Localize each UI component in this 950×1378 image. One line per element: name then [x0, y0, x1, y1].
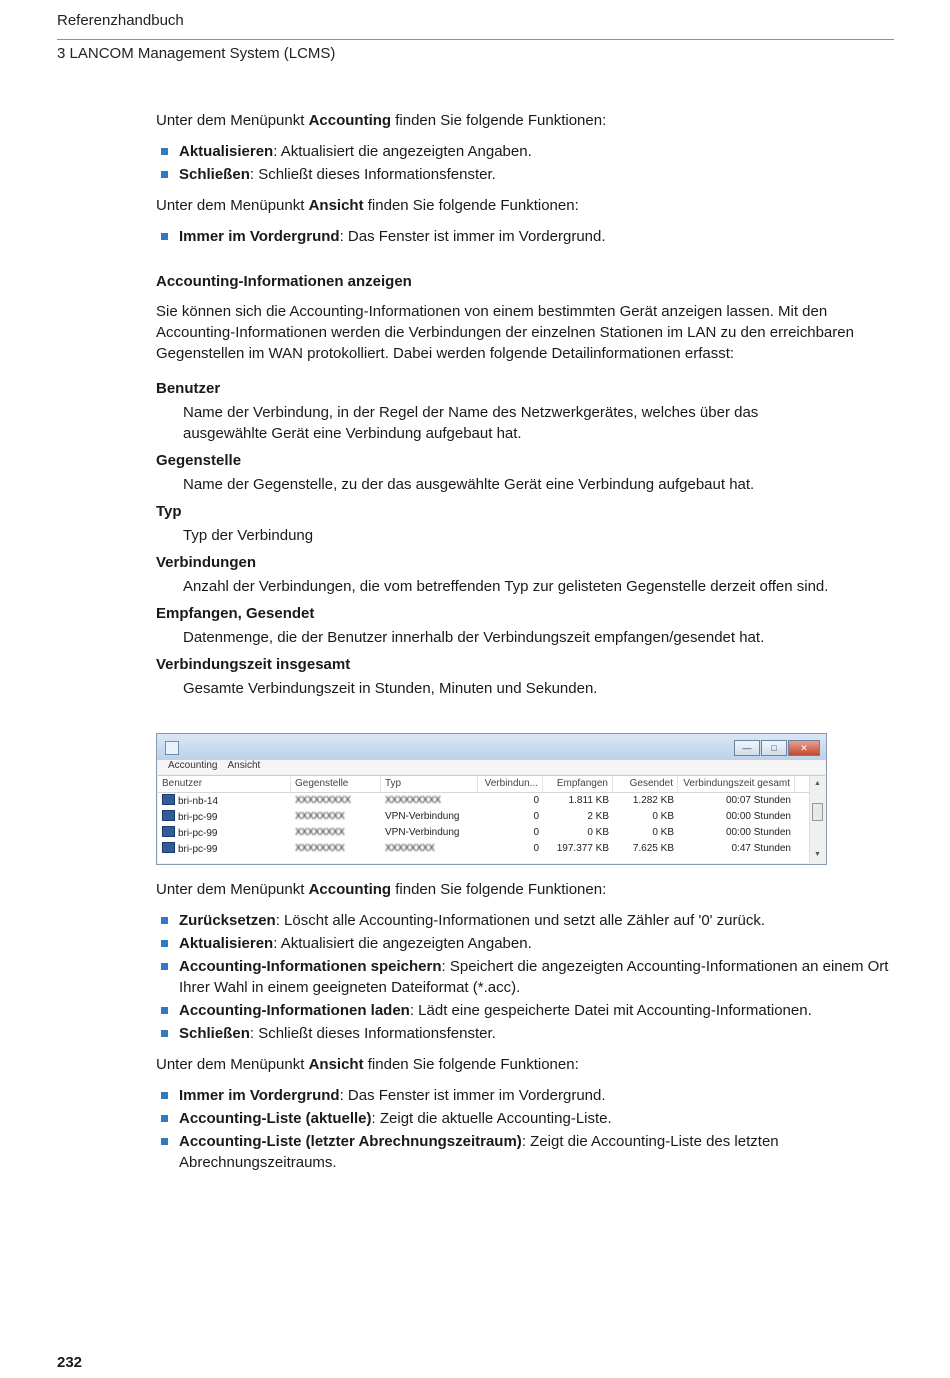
scroll-down-icon[interactable]: ▼ — [814, 851, 821, 858]
definition-term: Benutzer — [156, 380, 221, 397]
definition-desc: Typ der Verbindung — [183, 527, 314, 544]
computer-icon — [162, 810, 175, 821]
bullet-icon — [161, 1138, 168, 1145]
section-paragraph: Sie können sich die Accounting-Informationen von einem bestimmten Gerät anzeigen lassen. Mit den Accounting-Informationen werden die Verbindungen der einzelnen Stationen im LAN zu den erreichbaren Gegenstellen im WAN protokolliert. Dabei werden folgende Detailinformationen erfasst: — [156, 303, 854, 362]
page-number: 232 — [57, 1354, 83, 1371]
list-item: Schließen: Schließt dieses Informationsfenster. — [156, 164, 896, 185]
close-button[interactable]: ✕ — [788, 740, 820, 756]
running-header-title: Referenzhandbuch — [57, 12, 184, 29]
table-row[interactable]: bri-pc-99 XXXXXXXX VPN-Verbindung 0 0 KB 0 KB 00:00 Stunden — [158, 825, 825, 841]
definition-term: Empfangen, Gesendet — [156, 605, 315, 622]
computer-icon — [162, 794, 175, 805]
bullet-icon — [161, 940, 168, 947]
scrollbar-thumb[interactable] — [812, 803, 823, 821]
definition-desc: Name der Verbindung, in der Regel der Name des Netzwerkgerätes, welches über das ausgewählte Gerät eine Verbindung aufgebaut hat. — [183, 404, 759, 442]
menu-ansicht[interactable]: Ansicht — [227, 760, 261, 771]
definition-term: Gegenstelle — [156, 452, 242, 469]
list-item: Aktualisieren: Aktualisiert die angezeigten Angaben. — [156, 141, 896, 162]
header-rule — [57, 39, 894, 40]
col-header-received[interactable]: Empfangen — [543, 776, 613, 792]
intro-ansicht-2: Unter dem Menüpunkt Ansicht finden Sie folgende Funktionen: — [156, 1056, 579, 1073]
table-header — [158, 776, 825, 793]
bullet-icon — [161, 1115, 168, 1122]
minimize-button[interactable]: — — [734, 740, 760, 756]
col-header-type[interactable]: Typ — [381, 776, 478, 792]
definition-desc: Anzahl der Verbindungen, die vom betreffenden Typ zur gelisteten Gegenstelle derzeit offen sind. — [183, 578, 829, 595]
definition-term: Verbindungszeit insgesamt — [156, 656, 351, 673]
window-menubar — [158, 760, 825, 774]
intro-accounting-1: Unter dem Menüpunkt Accounting finden Sie folgende Funktionen: — [156, 112, 607, 129]
table-row[interactable]: bri-pc-99 XXXXXXXX VPN-Verbindung 0 2 KB 0 KB 00:00 Stunden — [158, 809, 825, 825]
bullet-icon — [161, 148, 168, 155]
list-item: Accounting-Liste (aktuelle): Zeigt die aktuelle Accounting-Liste. — [156, 1108, 896, 1129]
app-icon — [165, 741, 179, 755]
bullet-icon — [161, 233, 168, 240]
window-titlebar — [157, 734, 826, 760]
table-row[interactable]: bri-nb-14 XXXXXXXXX XXXXXXXXX 0 1.811 KB 1.282 KB 00:07 Stunden — [158, 793, 825, 809]
computer-icon — [162, 826, 175, 837]
bullet-icon — [161, 1092, 168, 1099]
computer-icon — [162, 842, 175, 853]
list-item: Accounting-Informationen speichern: Speichert die angezeigten Accounting-Informationen an einem Ort Ihrer Wahl in einem geeigneten Dateiformat (*.acc). — [156, 956, 896, 998]
list-item: Schließen: Schließt dieses Informationsfenster. — [156, 1023, 896, 1044]
vertical-scrollbar[interactable] — [809, 776, 825, 863]
bullet-icon — [161, 1007, 168, 1014]
definition-desc: Datenmenge, die der Benutzer innerhalb der Verbindungszeit empfangen/gesendet hat. — [183, 629, 765, 646]
accounting-table — [158, 775, 825, 863]
accounting-menu-list-2 — [156, 910, 896, 1044]
col-header-sent[interactable]: Gesendet — [613, 776, 678, 792]
list-item: Zurücksetzen: Löscht alle Accounting-Informationen und setzt alle Zähler auf '0' zurück. — [156, 910, 896, 931]
ansicht-menu-list-2 — [156, 1085, 896, 1173]
section-heading: Accounting-Informationen anzeigen — [156, 273, 412, 290]
definition-desc: Name der Gegenstelle, zu der das ausgewählte Gerät eine Verbindung aufgebaut hat. — [183, 476, 755, 493]
definition-term: Typ — [156, 503, 182, 520]
list-item: Accounting-Liste (letzter Abrechnungszeitraum): Zeigt die Accounting-Liste des letzten Abrechnungszeitraums. — [156, 1131, 896, 1173]
window-controls — [733, 740, 820, 756]
list-item: Accounting-Informationen laden: Lädt eine gespeicherte Datei mit Accounting-Informationen. — [156, 1000, 896, 1021]
list-item: Immer im Vordergrund: Das Fenster ist immer im Vordergrund. — [156, 226, 896, 247]
list-item: Aktualisieren: Aktualisiert die angezeigten Angaben. — [156, 933, 896, 954]
col-header-remote[interactable]: Gegenstelle — [291, 776, 381, 792]
col-header-user[interactable]: Benutzer — [158, 776, 291, 792]
list-item: Immer im Vordergrund: Das Fenster ist immer im Vordergrund. — [156, 1085, 896, 1106]
col-header-connections[interactable]: Verbindun... — [478, 776, 543, 792]
table-row[interactable]: bri-pc-99 XXXXXXXX XXXXXXXX 0 197.377 KB 7.625 KB 0:47 Stunden — [158, 841, 825, 857]
accounting-menu-list-1 — [156, 141, 896, 185]
definition-desc: Gesamte Verbindungszeit in Stunden, Minuten und Sekunden. — [183, 680, 598, 697]
definition-list — [156, 378, 896, 699]
running-header-chapter: 3 LANCOM Management System (LCMS) — [57, 45, 336, 62]
intro-ansicht-1: Unter dem Menüpunkt Ansicht finden Sie folgende Funktionen: — [156, 197, 579, 214]
bullet-icon — [161, 963, 168, 970]
scroll-up-icon[interactable]: ▲ — [814, 780, 821, 787]
page-body — [156, 110, 896, 1183]
intro-accounting-2: Unter dem Menüpunkt Accounting finden Sie folgende Funktionen: — [156, 881, 607, 898]
menu-accounting[interactable]: Accounting — [168, 760, 218, 771]
definition-term: Verbindungen — [156, 554, 257, 571]
col-header-time[interactable]: Verbindungszeit gesamt — [678, 776, 795, 792]
maximize-button[interactable]: □ — [761, 740, 787, 756]
bullet-icon — [161, 171, 168, 178]
bullet-icon — [161, 917, 168, 924]
ansicht-menu-list-1 — [156, 226, 896, 247]
accounting-window — [156, 733, 827, 865]
bullet-icon — [161, 1030, 168, 1037]
